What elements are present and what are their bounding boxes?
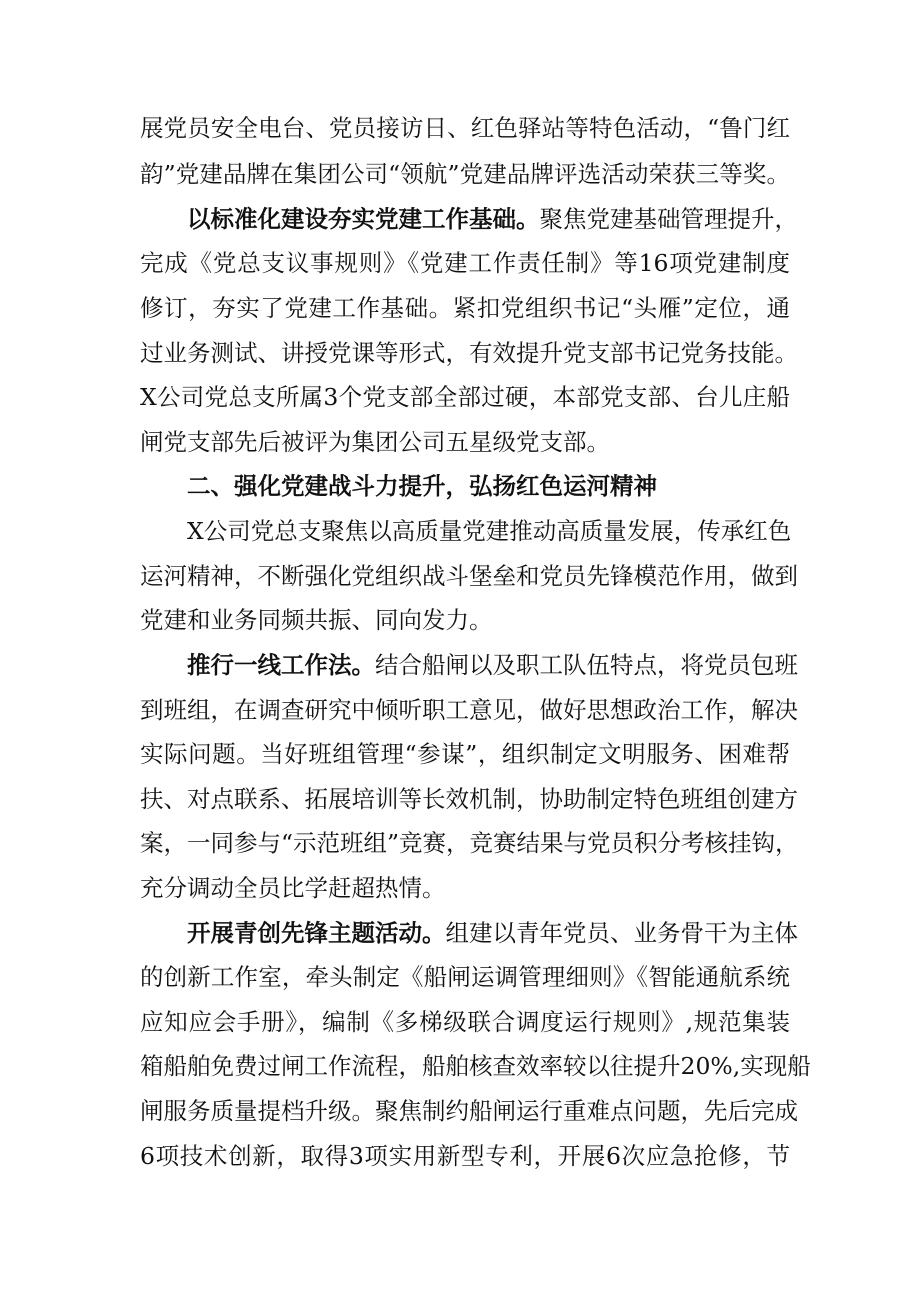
paragraph-2-line-3: 修订，夯实了党建工作基础。紧扣党组织书记“头雁”定位，通 xyxy=(140,294,790,322)
paragraph-2-line-5: X公司党总支所属3个党支部全部过硬，本部党支部、台儿庄船 xyxy=(140,383,790,411)
paragraph-2-line-1 xyxy=(187,199,798,239)
paragraph-3-line-1: X公司党总支聚焦以高质量党建推动高质量发展，传承红色 xyxy=(187,517,792,545)
paragraph-5-line-6: 6项技术创新，取得3项实用新型专利，开展6次应急抢修，节 xyxy=(140,1142,790,1170)
paragraph-4-line-3: 实际问题。当好班组管理“参谋”，组织制定文明服务、困难帮 xyxy=(140,740,790,768)
paragraph-2-line-6: 闸党支部先后被评为集团公司五星级党支部。 xyxy=(140,428,610,456)
paragraph-4-line-1-text: 结合船闸以及职工队伍特点，将党员包班 xyxy=(375,651,798,679)
paragraph-5-line-2: 的创新工作室，牵头制定《船闸运调管理细则》《智能通航系统 xyxy=(140,963,790,991)
paragraph-1-line-1: 展党员安全电台、党员接访日、红色驿站等特色活动，“鲁门红 xyxy=(140,114,790,142)
paragraph-5-line-1-text: 组建以青年党员、业务骨干为主体 xyxy=(445,919,798,947)
paragraph-3-line-2: 运河精神，不断强化党组织战斗堡垒和党员先锋模范作用，做到 xyxy=(140,562,798,590)
paragraph-4-line-4: 扶、对点联系、拓展培训等长效机制，协助制定特色班组创建方 xyxy=(140,785,798,813)
paragraph-2-lead: 以标准化建设夯实党建工作基础。 xyxy=(187,205,540,233)
paragraph-2-line-4: 过业务测试、讲授党课等形式，有效提升党支部书记党务技能。 xyxy=(140,339,798,367)
paragraph-2-line-2: 完成《党总支议事规则》《党建工作责任制》等16项党建制度 xyxy=(140,249,790,277)
paragraph-3-line-3: 党建和业务同频共振、同向发力。 xyxy=(140,606,493,634)
paragraph-4-line-6: 充分调动全员比学赶超热情。 xyxy=(140,874,446,902)
paragraph-5-line-3: 应知应会手册》，编制《多梯级联合调度运行规则》,规范集装 xyxy=(140,1008,790,1036)
paragraph-2-line-1-text: 聚焦党建基础管理提升， xyxy=(539,205,798,233)
paragraph-5-lead: 开展青创先锋主题活动。 xyxy=(187,919,446,947)
paragraph-4-line-1 xyxy=(187,645,798,685)
paragraph-5-line-1 xyxy=(187,913,798,953)
paragraph-4-lead: 推行一线工作法。 xyxy=(187,651,375,679)
paragraph-5-line-5: 闸服务质量提档升级。聚焦制约船闸运行重难点问题，先后完成 xyxy=(140,1097,798,1125)
section-heading-2: 二、强化党建战斗力提升，弘扬红色运河精神 xyxy=(187,472,657,500)
paragraph-1-line-2: 韵”党建品牌在集团公司“领航”党建品牌评选活动荣获三等奖。 xyxy=(140,160,790,188)
paragraph-4-line-5: 案，一同参与“示范班组”竞赛，竞赛结果与党员积分考核挂钩， xyxy=(140,829,799,857)
paragraph-5-line-4: 箱船舶免费过闸工作流程，船舶核查效率较以往提升20%,实现船 xyxy=(140,1052,811,1080)
paragraph-4-line-2: 到班组，在调查研究中倾听职工意见，做好思想政治工作，解决 xyxy=(140,696,798,724)
